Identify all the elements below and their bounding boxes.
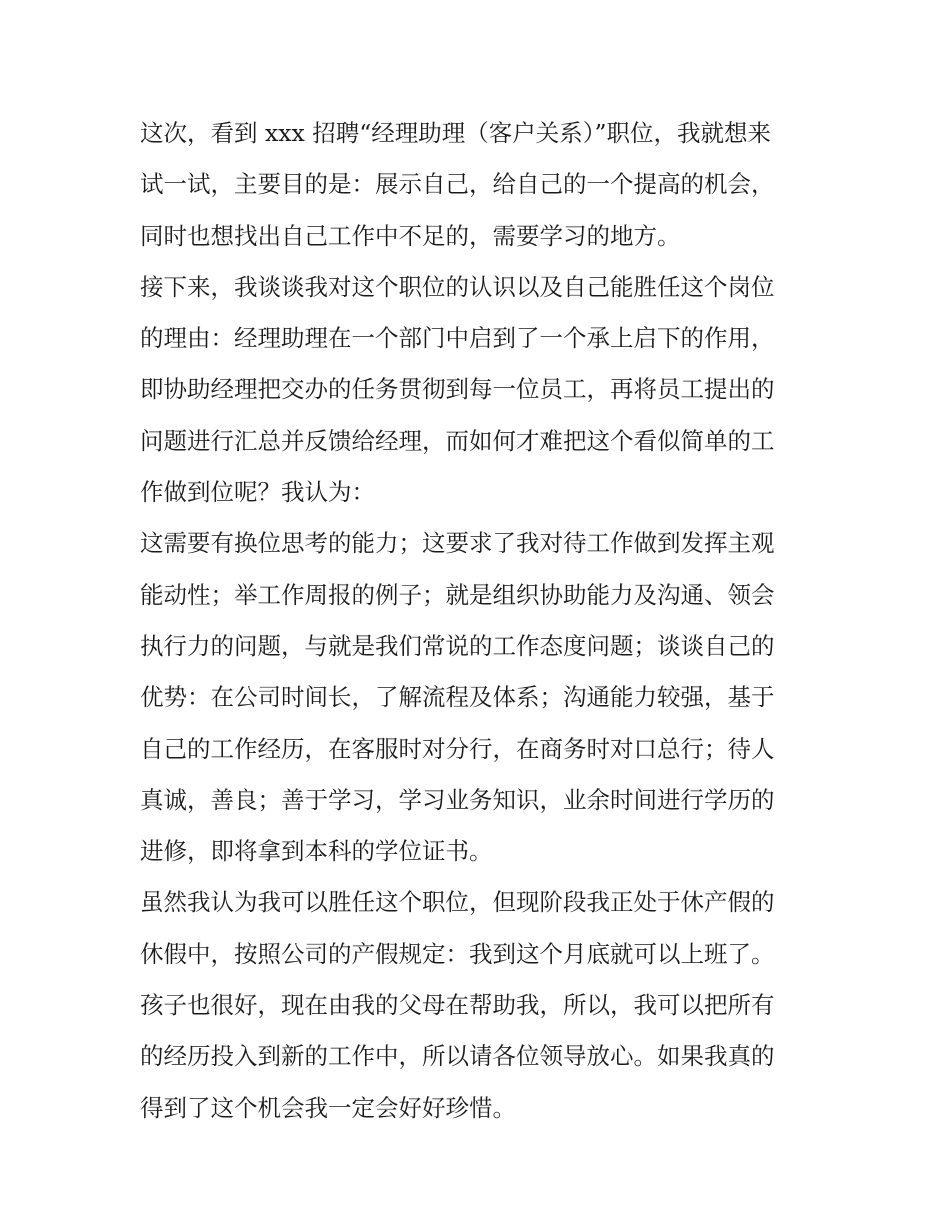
- text-line: 虽然我认为我可以胜任这个职位，但现阶段我正处于休产假的: [140, 888, 775, 917]
- text-line: 优势：在公司时间长，了解流程及体系；沟通能力较强，基于: [140, 683, 775, 712]
- text-line: 同时也想找出自己工作中不足的，需要学习的地方。: [140, 221, 681, 250]
- text-line: 即协助经理把交办的任务贯彻到每一位员工，再将员工提出的: [140, 375, 775, 404]
- text-line: 进修，即将拿到本科的学位证书。: [140, 837, 493, 866]
- text-line: 孩子也很好，现在由我的父母在帮助我，所以，我可以把所有: [140, 991, 775, 1020]
- text-line: 作做到位呢？我认为：: [140, 478, 375, 507]
- text-line: 的理由：经理助理在一个部门中启到了一个承上启下的作用，: [140, 324, 775, 353]
- text-line: 执行力的问题，与就是我们常说的工作态度问题；谈谈自己的: [140, 631, 775, 660]
- text-line: 的经历投入到新的工作中，所以请各位领导放心。如果我真的: [140, 1042, 775, 1071]
- text-line: 休假中，按照公司的产假规定：我到这个月底就可以上班了。: [140, 939, 775, 968]
- text-line: 这需要有换位思考的能力；这要求了我对待工作做到发挥主观: [140, 529, 775, 558]
- text-line: 能动性；举工作周报的例子；就是组织协助能力及沟通、领会: [140, 580, 775, 609]
- text-line: 这次，看到 xxx 招聘“经理助理（客户关系）”职位，我就想来: [140, 119, 771, 147]
- text-line: 问题进行汇总并反馈给经理，而如何才难把这个看似简单的工: [140, 426, 775, 455]
- text-line: 接下来，我谈谈我对这个职位的认识以及自己能胜任这个岗位: [140, 272, 775, 301]
- text-line: 得到了这个机会我一定会好好珍惜。: [140, 1093, 516, 1122]
- document-body: [140, 108, 820, 1134]
- text-line: 试一试，主要目的是：展示自己，给自己的一个提高的机会，: [140, 170, 775, 199]
- text-line: 自己的工作经历，在客服时对分行，在商务时对口总行；待人: [140, 734, 775, 763]
- text-line: 真诚，善良；善于学习，学习业务知识，业余时间进行学历的: [140, 785, 775, 814]
